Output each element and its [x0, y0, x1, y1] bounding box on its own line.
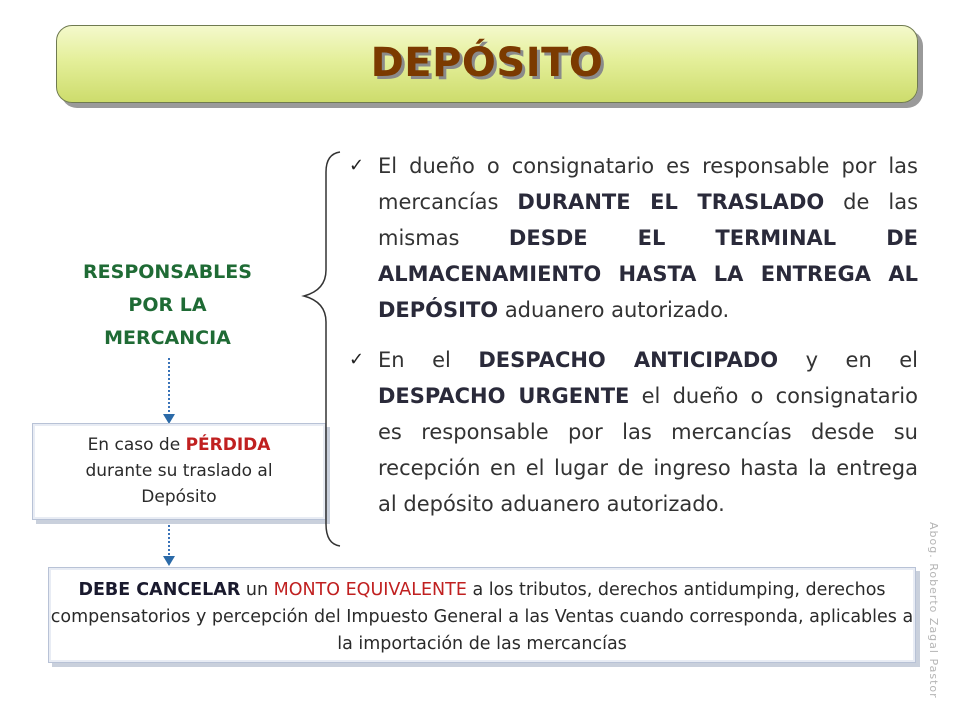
responsables-heading: [50, 256, 285, 355]
arrow-line-2: [168, 525, 170, 559]
bullet-list: [345, 148, 918, 522]
bullet-2-bold-1: DESPACHO ANTICIPADO: [478, 348, 779, 372]
cancelar-box: [48, 567, 916, 663]
checkmark-icon: ✓: [349, 349, 365, 370]
arrow-line-1: [168, 358, 170, 416]
perdida-post: durante su traslado al Depósito: [85, 461, 273, 507]
bullet-2-bold-2: DESPACHO URGENTE: [378, 384, 630, 408]
bullet-1-bold-2: DESDE EL TERMINAL DE ALMACENAMIENTO HASTA LA ENTREGA AL DEPÓSITO: [378, 226, 918, 322]
perdida-box: [32, 423, 326, 520]
bullet-item-1: [345, 148, 918, 328]
perdida-emphasis: PÉRDIDA: [185, 435, 271, 455]
bullet-2-text-2: y en el: [778, 348, 919, 372]
author-watermark: Abog. Roberto Zagal Pastor: [927, 522, 940, 699]
bullet-2-text-1: En el: [378, 348, 479, 372]
cancelar-emphasis: MONTO EQUIVALENTE: [273, 580, 467, 600]
cancelar-bold: DEBE CANCELAR: [78, 580, 241, 600]
checkmark-icon: ✓: [349, 155, 365, 176]
bullet-1-text-2: de las mismas: [378, 190, 919, 250]
arrow-down-icon: [163, 556, 175, 566]
bullet-1-text-3: aduanero autorizado.: [498, 298, 730, 322]
title-banner: [56, 25, 918, 103]
curly-bracket: [300, 150, 344, 550]
bullet-1-text-1: El dueño o consignatario es responsable por las mercancías: [378, 154, 918, 214]
responsables-line-3: MERCANCIA: [104, 327, 231, 349]
page-title: DEPÓSITO: [370, 40, 604, 86]
perdida-pre: En caso de: [87, 435, 186, 455]
bullet-1-bold-1: DURANTE EL TRASLADO: [517, 190, 825, 214]
cancelar-text-1: un: [240, 580, 274, 600]
responsables-line-2: POR LA: [128, 294, 207, 316]
bullet-2-text-3: el dueño o consignatario es responsable por las mercancías desde su recepción en el lugar de ingreso hasta la entrega al depósito aduanero autorizado.: [378, 384, 918, 516]
cancelar-text-2: a los tributos, derechos antidumping, derechos compensatorios y percepción del Impuesto General a las Ventas cuando corresponda, aplicables a la importación de las mercancías: [50, 580, 914, 654]
bullet-item-2: [345, 342, 918, 522]
responsables-line-1: RESPONSABLES: [83, 261, 252, 283]
